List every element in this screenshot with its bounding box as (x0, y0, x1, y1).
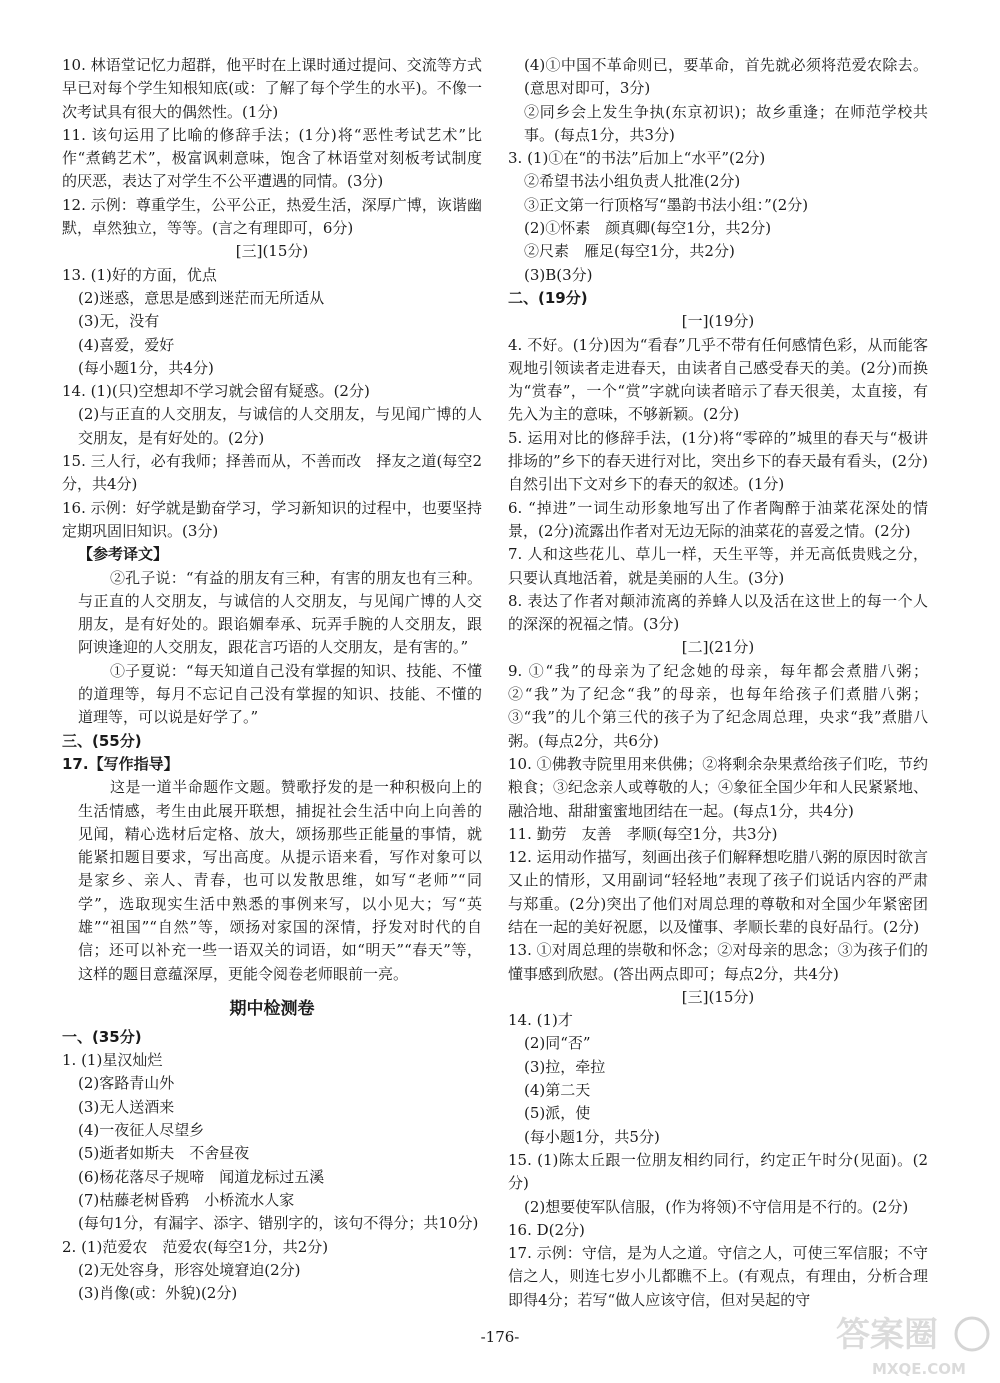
answer-line: 13. ①对周总理的崇敬和怀念；②对母亲的思念；③为孩子们的懂事感到欣慰。(答出两点即可；每点2分，共4分) (508, 941, 928, 983)
section-heading: 二、(19分) (508, 288, 588, 307)
answer-line: 9. ①“我”的母亲为了纪念她的母亲，每年都会煮腊八粥；②“我”为了纪念“我”的母亲，也每年给孩子们煮腊八粥；③“我”的儿个第三代的孩子为了纪念周总理，央求“我”煮腊八粥。(每点2分，共6分) (508, 661, 928, 750)
watermark-text: 答案圈 (836, 1315, 938, 1355)
answer-line: (2)与正直的人交朋友，与诚信的人交朋友，与见闻广博的人交朋友，是有好处的。(2分) (78, 405, 482, 447)
answer-line: (6)杨花落尽子规啼 闻道龙标过五溪 (78, 1167, 325, 1186)
answer-line: 3. (1)①在“的书法”后加上“水平”(2分) (508, 149, 766, 168)
answer-line: (每句1分，有漏字、添字、错别字的，该句不得分；共10分) (78, 1214, 479, 1233)
answer-line: 6. “掉进”一词生动形象地写出了作者陶醉于油菜花深处的情景，(2分)流露出作者对无边无际的油菜花的喜爱之情。(2分) (508, 498, 928, 540)
section-title: 期中检测卷 (229, 998, 315, 1019)
answer-line: (2)①怀素 颜真卿(每空1分，共2分) (524, 219, 772, 238)
watermark-logo (832, 1300, 992, 1380)
answer-line: (3)无人送酒来 (78, 1097, 175, 1116)
answer-line: (3)拉，牵拉 (524, 1057, 606, 1076)
answer-line: (5)派，使 (524, 1104, 591, 1123)
section-heading: 17.【写作指导】 (62, 754, 179, 773)
answer-line: 10. ①佛教寺院里用来供佛；②将剩余杂果煮给孩子们吃，节约粮食；③纪念亲人或尊敬的人；④象征全国少年和人民紧紧地、融洽地、甜甜蜜蜜地团结在一起。(每点1分，共4分) (508, 754, 929, 820)
answer-line: 16. 示例：好学就是勤奋学习，学习新知识的过程中，也要坚持定期巩固旧知识。(3分) (62, 498, 482, 540)
answer-line: (3)肖像(或：外貌)(2分) (78, 1284, 238, 1303)
answer-line: 15. 三人行，必有我师；择善而从，不善而改 择友之道(每空2分，共4分) (62, 452, 482, 494)
left-column (62, 54, 482, 1305)
answer-line: [三](15分) (681, 987, 755, 1006)
answer-line: [二](21分) (681, 638, 755, 657)
page-number: -176- (480, 1328, 520, 1346)
answer-line: (2)无处容身，形容处境窘迫(2分) (78, 1260, 301, 1279)
answer-line: ②同乡会上发生争执(东京初识)；故乡重逢；在师范学校共事。(每点1分，共3分) (524, 102, 928, 144)
answer-line: (4)①中国不革命则已，要革命，首先就必须将范爱农除去。(意思对即可，3分) (524, 56, 928, 98)
answer-line: (7)枯藤老树昏鸦 小桥流水人家 (78, 1190, 295, 1209)
answer-line: (5)逝者如斯夫 不舍昼夜 (78, 1144, 250, 1163)
answer-line: ②希望书法小组负责人批准(2分) (524, 172, 741, 191)
answer-line: (2)客路青山外 (78, 1074, 175, 1093)
answer-line: 5. 运用对比的修辞手法，(1分)将“零碎的”城里的春天与“极讲排场的”乡下的春天进行对比，突出乡下的春天最有看头，(2分)自然引出下文对乡下的春天的叙述。(1分) (508, 428, 928, 494)
answer-line: ①子夏说：“每天知道自己没有掌握的知识、技能、不懂的道理等，每月不忘记自己没有掌握的知识、技能、不懂的道理等，可以说是好学了。” (78, 661, 482, 727)
answer-line: 11. 勤劳 友善 孝顺(每空1分，共3分) (508, 824, 778, 843)
answer-line: 这是一道半命题作文题。赞歌抒发的是一种积极向上的生活情感，考生由此展开联想，捕捉社会生活中向上向善的见闻，精心选材后定格、放大，颂扬那些正能量的事情，就能紧扣题目要求，写出高度。从提示语来看，写作对象可以是家乡、亲人、青春，也可以发散思维，如写“老师”“同学”，选取现实生活中熟悉的事例来写，以小见大；写“英雄”“祖国”“自然”等，颂扬对家国的深情，抒发对时代的自信；还可以补充一些一语双关的词语，如“明天”“春天”等，这样的题目意蕴深厚，更能令阅卷老师眼前一亮。 (78, 778, 482, 983)
answer-line: 17. 示例：守信，是为人之道。守信之人，可使三军信服；不守信之人，则连七岁小儿都瞧不上。(有观点，有理由，分析合理即得4分；若写“做人应该守信，但对吴起的守 (508, 1244, 928, 1309)
answer-line: ②孔子说：“有益的朋友有三种，有害的朋友也有三种。与正直的人交朋友，与诚信的人交朋友，与见闻广博的人交朋友，是有好处的。跟谄媚奉承、玩弄手腕的人交朋友，跟阿谀逢迎的人交朋友，跟花言巧语的人交朋友，是有害的。” (78, 568, 482, 657)
answer-line: 14. (1)(只)空想却不学习就会留有疑惑。(2分) (62, 382, 370, 401)
answer-line: 11. 该句运用了比喻的修辞手法；(1分)将“恶性考试艺术”比作“煮鹤艺术”，极富讽刺意味，饱含了林语堂对刻板考试制度的厌恶，表达了对学生不公平遭遇的同情。(3分) (62, 125, 482, 191)
answer-line: 12. 运用动作描写，刻画出孩子们解释想吃腊八粥的原因时欲言又止的情形，又用副词“轻轻地”表现了孩子们说话内容的严肃与郑重。(2分)突出了他们对周总理的尊敬和对全国少年紧密团结在一起的美好祝愿，以及懂事、孝顺长辈的良好品行。(2分) (508, 848, 928, 936)
answer-line: (2)迷惑，意思是感到迷茫而无所适从 (78, 288, 325, 307)
section-heading: 【参考译文】 (78, 545, 169, 564)
answer-line: (4)一夜征人尽望乡 (78, 1121, 205, 1140)
answer-line: ③正文第一行顶格写“墨韵书法小组：”(2分) (524, 195, 809, 214)
answer-line: 4. 不好。(1分)因为“看春”几乎不带有任何感情色彩，从而能客观地引领读者走进春天，由读者自己感受春天的美。(2分)而换为“赏春”，一个“赏”字就向读者暗示了春天很美，太直接，有先入为主的意味，不够新颖。(2分) (508, 335, 928, 424)
answer-line: (4)第二天 (524, 1081, 591, 1100)
answer-line: (4)喜爱，爱好 (78, 335, 175, 354)
answer-line: 15. (1)陈太丘跟一位朋友相约同行，约定正午时分(见面)。(2分) (508, 1150, 928, 1193)
answer-line: ②尺素 雁足(每空1分，共2分) (524, 242, 735, 261)
answer-line: 8. 表达了作者对颠沛流离的养蜂人以及活在这世上的每一个人的深深的祝福之情。(3分) (508, 591, 928, 634)
answer-line: 2. (1)范爱农 范爱农(每空1分，共2分) (62, 1237, 329, 1256)
section-heading: 一、(35分) (62, 1027, 142, 1046)
watermark-sub: MXQE.COM (872, 1360, 966, 1378)
answer-line: (3)B(3分) (524, 265, 593, 284)
answer-line: 13. (1)好的方面，优点 (62, 265, 217, 284)
answer-line: 1. (1)星汉灿烂 (62, 1051, 163, 1070)
answer-line: 16. D(2分) (508, 1220, 585, 1239)
right-column (508, 54, 928, 1312)
answer-line: 14. (1)才 (508, 1011, 573, 1030)
answer-line: 12. 示例：尊重学生，公平公正，热爱生活，深厚广博，诙谐幽默，卓然独立，等等。(言之有理即可，6分) (62, 195, 482, 238)
answer-line: (3)无，没有 (78, 312, 160, 331)
answer-line: (每小题1分，共4分) (78, 358, 214, 377)
answer-line: (每小题1分，共5分) (524, 1127, 660, 1146)
answer-line: [一](19分) (681, 312, 755, 331)
answer-line: 10. 林语堂记忆力超群，他平时在上课时通过提问、交流等方式早已对每个学生知根知底(或：了解了每个学生的水平)。不像一次考试具有很大的偶然性。(1分) (62, 56, 482, 121)
section-heading: 三、(55分) (62, 731, 142, 750)
answer-line: (2)同“否” (524, 1034, 591, 1053)
answer-line: [三](15分) (235, 242, 309, 261)
answer-line: 7. 人和这些花儿、草儿一样，天生平等，并无高低贵贱之分，只要认真地活着，就是美丽的人生。(3分) (508, 545, 928, 587)
answer-line: (2)想要使军队信服，(作为将领)不守信用是不行的。(2分) (524, 1197, 909, 1216)
